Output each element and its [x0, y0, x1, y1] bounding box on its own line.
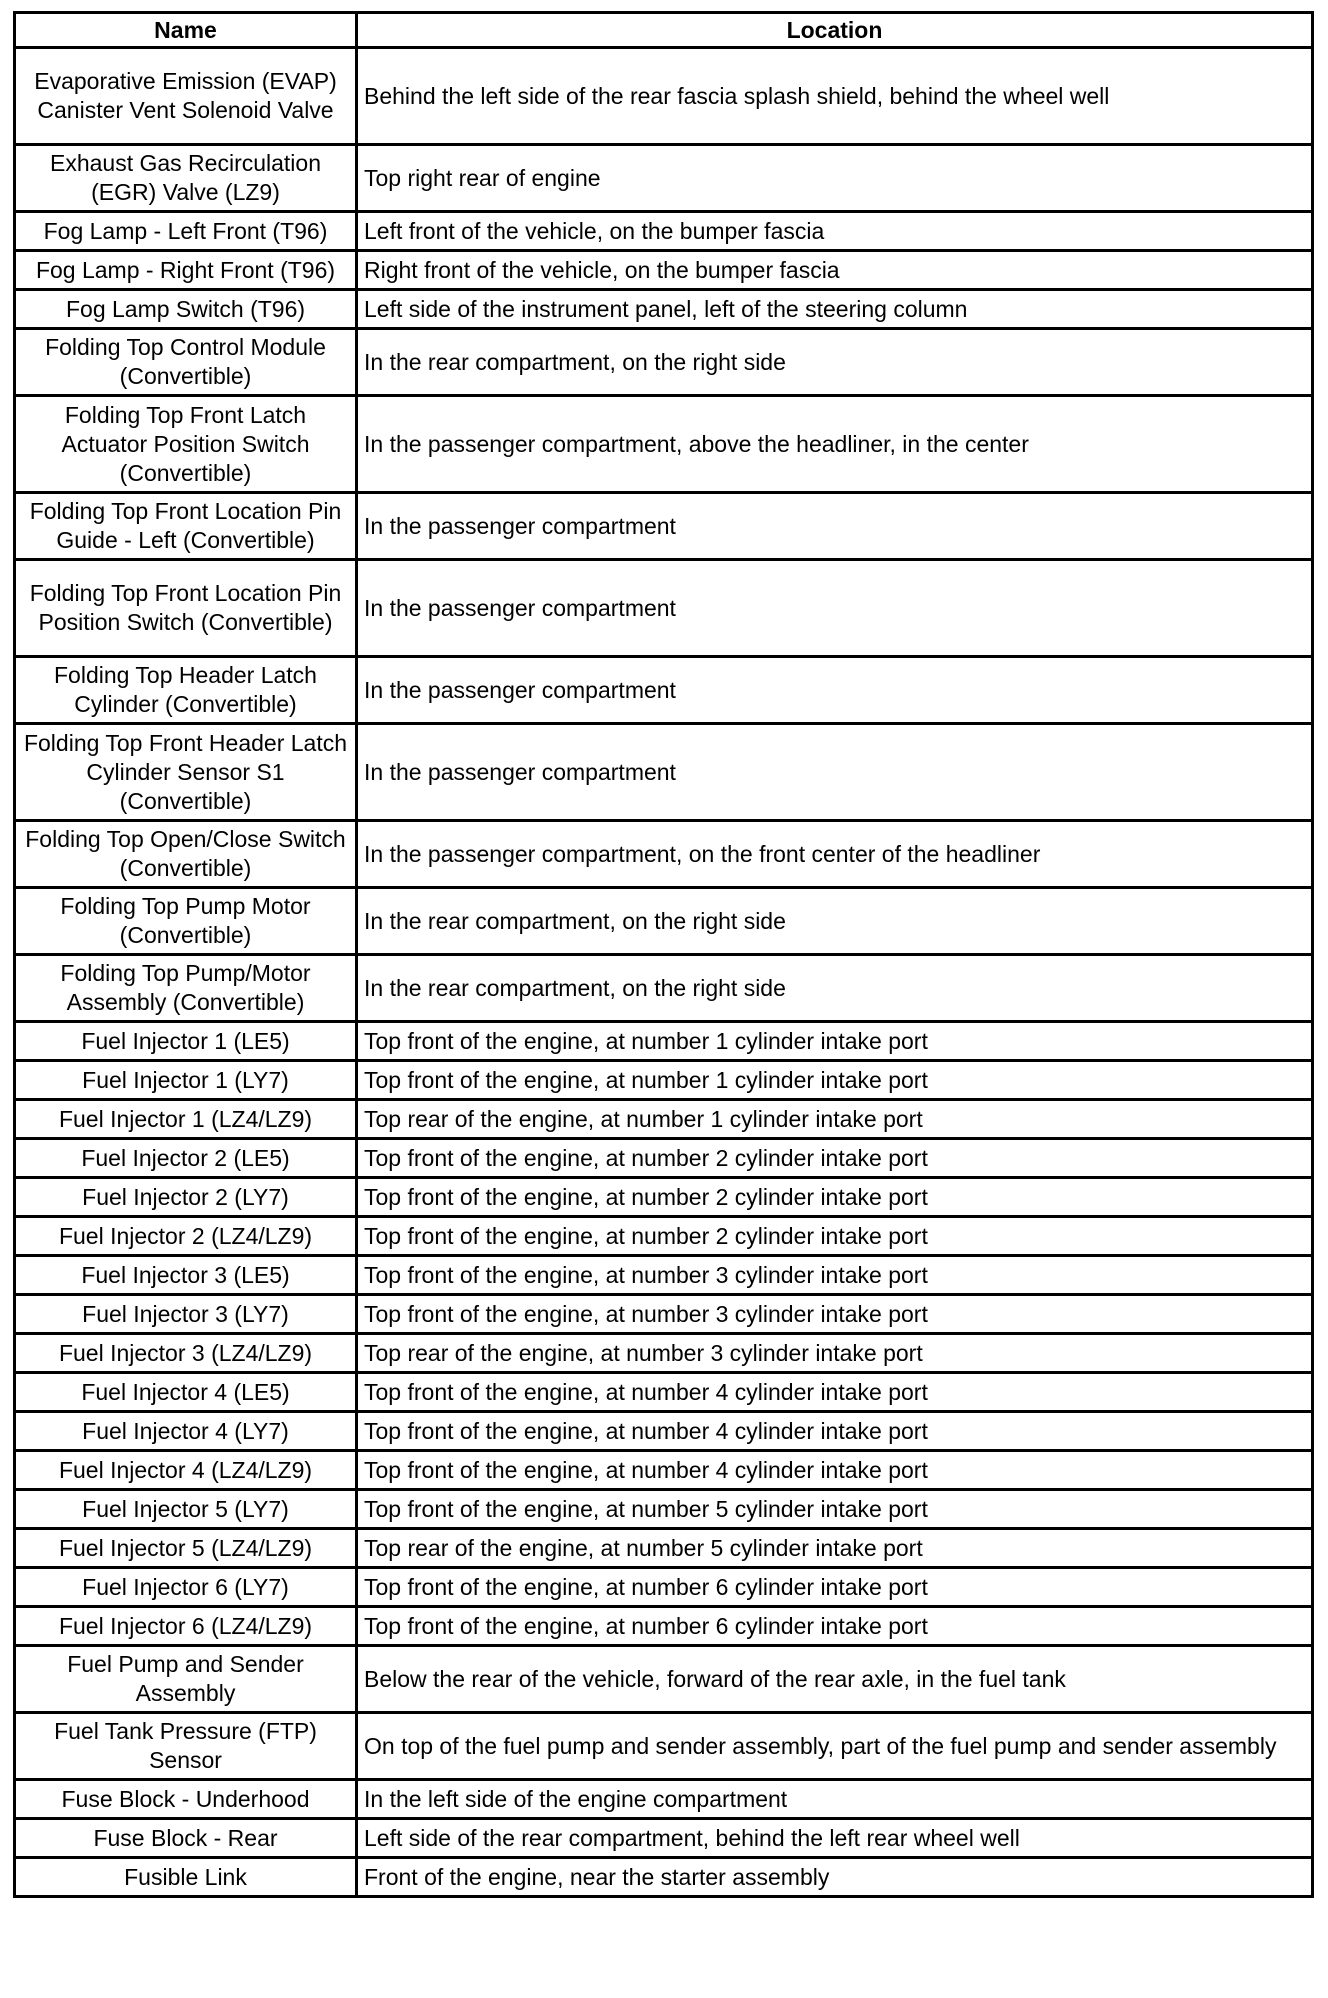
component-location-cell: In the passenger compartment	[357, 560, 1313, 657]
component-location-table	[13, 11, 1314, 1898]
component-name-cell: Fuel Injector 4 (LE5)	[15, 1373, 357, 1412]
table-row	[15, 1646, 1313, 1713]
table-row	[15, 290, 1313, 329]
component-name-cell: Fuse Block - Rear	[15, 1819, 357, 1858]
component-name-cell: Fuel Injector 1 (LE5)	[15, 1022, 357, 1061]
table-row	[15, 1217, 1313, 1256]
component-location-cell: Top front of the engine, at number 1 cylinder intake port	[357, 1061, 1313, 1100]
table-row	[15, 493, 1313, 560]
table-row	[15, 1373, 1313, 1412]
table-row	[15, 1061, 1313, 1100]
component-name-cell: Evaporative Emission (EVAP) Canister Vent Solenoid Valve	[15, 48, 357, 145]
table-row	[15, 560, 1313, 657]
component-location-cell: Top front of the engine, at number 2 cylinder intake port	[357, 1217, 1313, 1256]
table-row	[15, 251, 1313, 290]
component-location-cell: Top front of the engine, at number 6 cylinder intake port	[357, 1568, 1313, 1607]
component-location-cell: Front of the engine, near the starter assembly	[357, 1858, 1313, 1897]
table-row	[15, 657, 1313, 724]
component-name-cell: Fuel Injector 2 (LZ4/LZ9)	[15, 1217, 357, 1256]
table-row	[15, 1295, 1313, 1334]
table-row	[15, 1022, 1313, 1061]
component-location-cell: Behind the left side of the rear fascia splash shield, behind the wheel well	[357, 48, 1313, 145]
component-location-cell: In the passenger compartment	[357, 724, 1313, 821]
table-row	[15, 329, 1313, 396]
table-row	[15, 1490, 1313, 1529]
component-name-cell: Folding Top Header Latch Cylinder (Convertible)	[15, 657, 357, 724]
component-location-cell: Right front of the vehicle, on the bumper fascia	[357, 251, 1313, 290]
table-row	[15, 1334, 1313, 1373]
component-location-cell: In the passenger compartment	[357, 657, 1313, 724]
component-name-cell: Fuel Injector 4 (LY7)	[15, 1412, 357, 1451]
component-location-cell: Below the rear of the vehicle, forward of the rear axle, in the fuel tank	[357, 1646, 1313, 1713]
component-location-cell: Top rear of the engine, at number 3 cylinder intake port	[357, 1334, 1313, 1373]
component-name-cell: Fuel Injector 2 (LY7)	[15, 1178, 357, 1217]
component-location-cell: Top rear of the engine, at number 5 cylinder intake port	[357, 1529, 1313, 1568]
component-name-cell: Folding Top Pump Motor (Convertible)	[15, 888, 357, 955]
component-location-cell: Top front of the engine, at number 4 cylinder intake port	[357, 1412, 1313, 1451]
header-location: Location	[357, 13, 1313, 48]
table-row	[15, 1178, 1313, 1217]
component-name-cell: Fog Lamp - Right Front (T96)	[15, 251, 357, 290]
component-location-cell: Top front of the engine, at number 2 cylinder intake port	[357, 1139, 1313, 1178]
table-row	[15, 1819, 1313, 1858]
table-row	[15, 888, 1313, 955]
component-name-cell: Fuel Injector 1 (LY7)	[15, 1061, 357, 1100]
component-location-cell: In the left side of the engine compartment	[357, 1780, 1313, 1819]
component-location-cell: Top front of the engine, at number 3 cylinder intake port	[357, 1256, 1313, 1295]
component-location-cell: In the passenger compartment	[357, 493, 1313, 560]
component-location-cell: Top front of the engine, at number 4 cylinder intake port	[357, 1451, 1313, 1490]
table-row	[15, 1451, 1313, 1490]
component-name-cell: Fuel Injector 3 (LY7)	[15, 1295, 357, 1334]
component-location-cell: Top front of the engine, at number 5 cylinder intake port	[357, 1490, 1313, 1529]
table-row	[15, 1100, 1313, 1139]
component-name-cell: Fuel Injector 3 (LE5)	[15, 1256, 357, 1295]
table-row	[15, 1412, 1313, 1451]
component-name-cell: Fuel Injector 3 (LZ4/LZ9)	[15, 1334, 357, 1373]
component-name-cell: Fuse Block - Underhood	[15, 1780, 357, 1819]
component-location-cell: Top rear of the engine, at number 1 cylinder intake port	[357, 1100, 1313, 1139]
component-name-cell: Folding Top Front Header Latch Cylinder Sensor S1 (Convertible)	[15, 724, 357, 821]
component-name-cell: Fuel Injector 5 (LY7)	[15, 1490, 357, 1529]
component-location-cell: Top front of the engine, at number 2 cylinder intake port	[357, 1178, 1313, 1217]
component-location-cell: On top of the fuel pump and sender assembly, part of the fuel pump and sender assembly	[357, 1713, 1313, 1780]
component-name-cell: Fog Lamp - Left Front (T96)	[15, 212, 357, 251]
component-name-cell: Exhaust Gas Recirculation (EGR) Valve (LZ9)	[15, 145, 357, 212]
component-name-cell: Fog Lamp Switch (T96)	[15, 290, 357, 329]
component-name-cell: Folding Top Front Location Pin Guide - Left (Convertible)	[15, 493, 357, 560]
table-row	[15, 48, 1313, 145]
table-row	[15, 1139, 1313, 1178]
table-row	[15, 1568, 1313, 1607]
component-location-cell: Top right rear of engine	[357, 145, 1313, 212]
component-location-cell: Top front of the engine, at number 3 cylinder intake port	[357, 1295, 1313, 1334]
component-location-cell: In the rear compartment, on the right side	[357, 955, 1313, 1022]
component-location-cell: Left front of the vehicle, on the bumper fascia	[357, 212, 1313, 251]
component-name-cell: Fuel Injector 4 (LZ4/LZ9)	[15, 1451, 357, 1490]
table-body	[15, 48, 1313, 1897]
component-location-cell: Top front of the engine, at number 4 cylinder intake port	[357, 1373, 1313, 1412]
component-name-cell: Folding Top Front Latch Actuator Position Switch (Convertible)	[15, 396, 357, 493]
component-name-cell: Folding Top Open/Close Switch (Convertible)	[15, 821, 357, 888]
component-name-cell: Folding Top Pump/Motor Assembly (Convertible)	[15, 955, 357, 1022]
table-row	[15, 821, 1313, 888]
component-name-cell: Fuel Tank Pressure (FTP) Sensor	[15, 1713, 357, 1780]
table-row	[15, 212, 1313, 251]
component-location-table-container	[13, 11, 1311, 1898]
table-row	[15, 1858, 1313, 1897]
component-name-cell: Fuel Pump and Sender Assembly	[15, 1646, 357, 1713]
table-row	[15, 1607, 1313, 1646]
table-row	[15, 955, 1313, 1022]
component-location-cell: In the rear compartment, on the right side	[357, 329, 1313, 396]
table-row	[15, 724, 1313, 821]
component-name-cell: Folding Top Control Module (Convertible)	[15, 329, 357, 396]
component-location-cell: In the passenger compartment, above the headliner, in the center	[357, 396, 1313, 493]
component-name-cell: Fuel Injector 1 (LZ4/LZ9)	[15, 1100, 357, 1139]
table-row	[15, 396, 1313, 493]
component-location-cell: Top front of the engine, at number 6 cylinder intake port	[357, 1607, 1313, 1646]
component-name-cell: Fuel Injector 5 (LZ4/LZ9)	[15, 1529, 357, 1568]
table-row	[15, 1256, 1313, 1295]
component-name-cell: Fuel Injector 2 (LE5)	[15, 1139, 357, 1178]
component-name-cell: Fuel Injector 6 (LY7)	[15, 1568, 357, 1607]
component-location-cell: In the passenger compartment, on the front center of the headliner	[357, 821, 1313, 888]
table-row	[15, 1713, 1313, 1780]
component-location-cell: In the rear compartment, on the right side	[357, 888, 1313, 955]
component-name-cell: Fuel Injector 6 (LZ4/LZ9)	[15, 1607, 357, 1646]
component-name-cell: Fusible Link	[15, 1858, 357, 1897]
component-name-cell: Folding Top Front Location Pin Position Switch (Convertible)	[15, 560, 357, 657]
header-row	[15, 13, 1313, 48]
component-location-cell: Left side of the instrument panel, left of the steering column	[357, 290, 1313, 329]
table-row	[15, 145, 1313, 212]
table-row	[15, 1529, 1313, 1568]
component-location-cell: Top front of the engine, at number 1 cylinder intake port	[357, 1022, 1313, 1061]
header-name: Name	[15, 13, 357, 48]
component-location-cell: Left side of the rear compartment, behind the left rear wheel well	[357, 1819, 1313, 1858]
table-row	[15, 1780, 1313, 1819]
